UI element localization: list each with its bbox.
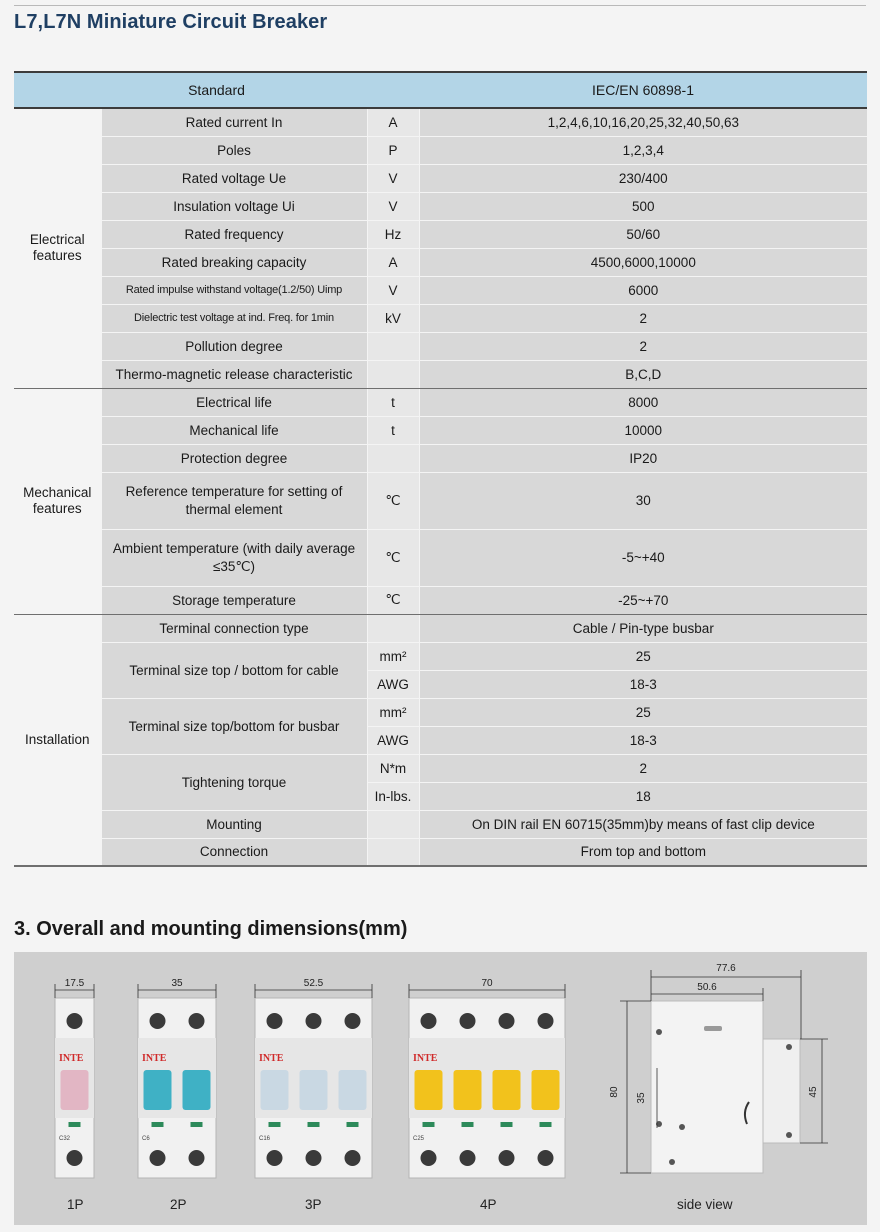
terminal-screw-top — [460, 1013, 476, 1029]
table-row — [14, 220, 867, 248]
status-window — [191, 1122, 203, 1127]
row-param: Protection degree — [101, 444, 367, 472]
row-unit: AWG — [367, 726, 419, 754]
table-row — [14, 108, 867, 136]
row-param: Rated frequency — [101, 220, 367, 248]
row-param: Rated current In — [101, 108, 367, 136]
label-1p: 1P — [67, 1197, 84, 1212]
terminal-screw-bottom — [499, 1150, 515, 1166]
breaker-handle — [493, 1070, 521, 1110]
table-header-row — [14, 72, 867, 108]
side-view-drawing — [609, 963, 828, 1173]
status-window — [423, 1122, 435, 1127]
breaker-handle — [183, 1070, 211, 1110]
row-unit: kV — [367, 304, 419, 332]
row-unit — [367, 614, 419, 642]
row-unit — [367, 838, 419, 866]
row-value: 18-3 — [419, 670, 867, 698]
table-row — [14, 642, 867, 670]
rating-label: C32 — [59, 1136, 71, 1142]
row-unit: V — [367, 164, 419, 192]
row-unit: Hz — [367, 220, 419, 248]
table-row — [14, 529, 867, 586]
terminal-screw-bottom — [150, 1150, 166, 1166]
table-row — [14, 586, 867, 614]
row-unit: V — [367, 192, 419, 220]
width-dimension-value: 52.5 — [303, 978, 324, 989]
width-dimension-value: 17.5 — [64, 978, 85, 989]
row-value: On DIN rail EN 60715(35mm)by means of fast clip device — [419, 810, 867, 838]
row-value: 6000 — [419, 276, 867, 304]
row-unit: AWG — [367, 670, 419, 698]
table-row — [14, 754, 867, 782]
table-row — [14, 388, 867, 416]
dim-rail: 35 — [636, 1092, 647, 1104]
rating-label: C6 — [142, 1136, 150, 1142]
dim-depth-total: 77.6 — [716, 963, 736, 974]
table-row — [14, 810, 867, 838]
brand-logo: INTE — [413, 1053, 438, 1064]
row-value: 30 — [419, 472, 867, 529]
width-dimension-value: 35 — [171, 978, 183, 989]
row-unit: V — [367, 276, 419, 304]
row-param: Tightening torque — [101, 754, 367, 810]
row-param: Insulation voltage Ui — [101, 192, 367, 220]
row-param: Terminal size top/bottom for busbar — [101, 698, 367, 754]
table-row — [14, 248, 867, 276]
row-unit: t — [367, 416, 419, 444]
row-param: Rated voltage Ue — [101, 164, 367, 192]
page-title: L7,L7N Miniature Circuit Breaker — [14, 11, 328, 33]
breaker-handle — [339, 1070, 367, 1110]
status-window — [269, 1122, 281, 1127]
terminal-screw-bottom — [460, 1150, 476, 1166]
row-value: 230/400 — [419, 164, 867, 192]
spec-table — [14, 71, 867, 867]
status-window — [540, 1122, 552, 1127]
row-param: Poles — [101, 136, 367, 164]
dim-height: 80 — [609, 1086, 620, 1098]
breaker-handle — [454, 1070, 482, 1110]
breaker-handle — [300, 1070, 328, 1110]
breaker-4p — [409, 978, 565, 1178]
dimensions-title: 3. Overall and mounting dimensions(mm) — [14, 918, 408, 940]
rating-label: C16 — [259, 1136, 271, 1142]
status-window — [308, 1122, 320, 1127]
terminal-screw-bottom — [306, 1150, 322, 1166]
brand-logo: INTE — [142, 1053, 167, 1064]
row-value: 18-3 — [419, 726, 867, 754]
breaker-2p — [138, 978, 216, 1178]
brand-logo: INTE — [259, 1053, 284, 1064]
row-value: 8000 — [419, 388, 867, 416]
rating-label: C25 — [413, 1136, 425, 1142]
row-param: Rated impulse withstand voltage(1.2/50) Uimp — [101, 276, 367, 304]
row-unit: A — [367, 248, 419, 276]
row-value: 1,2,3,4 — [419, 136, 867, 164]
row-param: Dielectric test voltage at ind. Freq. for 1min — [101, 304, 367, 332]
dim-depth-body: 50.6 — [697, 982, 717, 993]
terminal-screw-top — [538, 1013, 554, 1029]
terminal-screw-top — [67, 1013, 83, 1029]
row-value: 2 — [419, 304, 867, 332]
row-value: 2 — [419, 754, 867, 782]
terminal-screw-top — [306, 1013, 322, 1029]
table-row — [14, 192, 867, 220]
label-4p: 4P — [480, 1197, 497, 1212]
row-unit: ℃ — [367, 586, 419, 614]
breaker-3p — [255, 978, 372, 1178]
top-rule — [14, 5, 866, 6]
terminal-screw-bottom — [345, 1150, 361, 1166]
row-value: 25 — [419, 642, 867, 670]
category-electrical: Electrical features — [14, 108, 101, 388]
row-param: Thermo-magnetic release characteristic — [101, 360, 367, 388]
row-unit — [367, 360, 419, 388]
table-row — [14, 360, 867, 388]
row-unit — [367, 810, 419, 838]
terminal-screw-top — [267, 1013, 283, 1029]
row-unit: mm² — [367, 642, 419, 670]
status-window — [501, 1122, 513, 1127]
row-value: IP20 — [419, 444, 867, 472]
row-value: -25~+70 — [419, 586, 867, 614]
terminal-screw-bottom — [67, 1150, 83, 1166]
header-value: IEC/EN 60898-1 — [419, 72, 867, 108]
table-row — [14, 332, 867, 360]
row-param: Storage temperature — [101, 586, 367, 614]
table-row — [14, 136, 867, 164]
status-window — [152, 1122, 164, 1127]
row-value: 10000 — [419, 416, 867, 444]
side-slot — [704, 1026, 722, 1031]
breaker-handle — [144, 1070, 172, 1110]
row-unit — [367, 332, 419, 360]
row-unit: A — [367, 108, 419, 136]
terminal-screw-top — [345, 1013, 361, 1029]
status-window — [69, 1122, 81, 1127]
label-2p: 2P — [170, 1197, 187, 1212]
terminal-screw-bottom — [267, 1150, 283, 1166]
terminal-screw-bottom — [538, 1150, 554, 1166]
terminal-screw-top — [189, 1013, 205, 1029]
dimensions-panel — [14, 952, 867, 1225]
row-value: From top and bottom — [419, 838, 867, 866]
table-row — [14, 304, 867, 332]
row-unit — [367, 444, 419, 472]
dimensions-drawing — [14, 952, 867, 1225]
terminal-screw-top — [150, 1013, 166, 1029]
side-front — [763, 1039, 800, 1143]
row-param: Ambient temperature (with daily average ≤35℃) — [101, 529, 367, 586]
table-row — [14, 838, 867, 866]
terminal-screw-bottom — [421, 1150, 437, 1166]
row-unit: N*m — [367, 754, 419, 782]
width-dimension-value: 70 — [481, 978, 493, 989]
row-unit: ℃ — [367, 529, 419, 586]
row-value: 2 — [419, 332, 867, 360]
status-window — [347, 1122, 359, 1127]
row-param: Connection — [101, 838, 367, 866]
row-value: -5~+40 — [419, 529, 867, 586]
terminal-screw-bottom — [189, 1150, 205, 1166]
dim-front: 45 — [808, 1086, 819, 1098]
table-row — [14, 698, 867, 726]
terminal-screw-top — [499, 1013, 515, 1029]
breaker-handle — [532, 1070, 560, 1110]
table-row — [14, 614, 867, 642]
row-value: 500 — [419, 192, 867, 220]
row-param: Mounting — [101, 810, 367, 838]
row-value: B,C,D — [419, 360, 867, 388]
table-row — [14, 164, 867, 192]
category-installation: Installation — [14, 614, 101, 866]
header-param: Standard — [14, 72, 419, 108]
row-param: Rated breaking capacity — [101, 248, 367, 276]
row-param: Terminal size top / bottom for cable — [101, 642, 367, 698]
row-unit: ℃ — [367, 472, 419, 529]
row-value: 4500,6000,10000 — [419, 248, 867, 276]
label-3p: 3P — [305, 1197, 322, 1212]
row-param: Pollution degree — [101, 332, 367, 360]
row-unit: In-lbs. — [367, 782, 419, 810]
row-value: 18 — [419, 782, 867, 810]
terminal-screw-top — [421, 1013, 437, 1029]
row-param: Electrical life — [101, 388, 367, 416]
row-unit: mm² — [367, 698, 419, 726]
row-value: Cable / Pin-type busbar — [419, 614, 867, 642]
table-row — [14, 444, 867, 472]
table-row — [14, 472, 867, 529]
breaker-handle — [61, 1070, 89, 1110]
breaker-handle — [415, 1070, 443, 1110]
breaker-1p — [55, 978, 94, 1178]
status-window — [462, 1122, 474, 1127]
brand-logo: INTE — [59, 1053, 84, 1064]
category-mechanical: Mechanical features — [14, 388, 101, 614]
label-side-view: side view — [677, 1197, 733, 1212]
row-param: Terminal connection type — [101, 614, 367, 642]
table-row — [14, 416, 867, 444]
row-value: 50/60 — [419, 220, 867, 248]
row-value: 1,2,4,6,10,16,20,25,32,40,50,63 — [419, 108, 867, 136]
row-param: Reference temperature for setting of thermal element — [101, 472, 367, 529]
row-unit: P — [367, 136, 419, 164]
row-param: Mechanical life — [101, 416, 367, 444]
breaker-handle — [261, 1070, 289, 1110]
row-unit: t — [367, 388, 419, 416]
row-value: 25 — [419, 698, 867, 726]
table-row — [14, 276, 867, 304]
